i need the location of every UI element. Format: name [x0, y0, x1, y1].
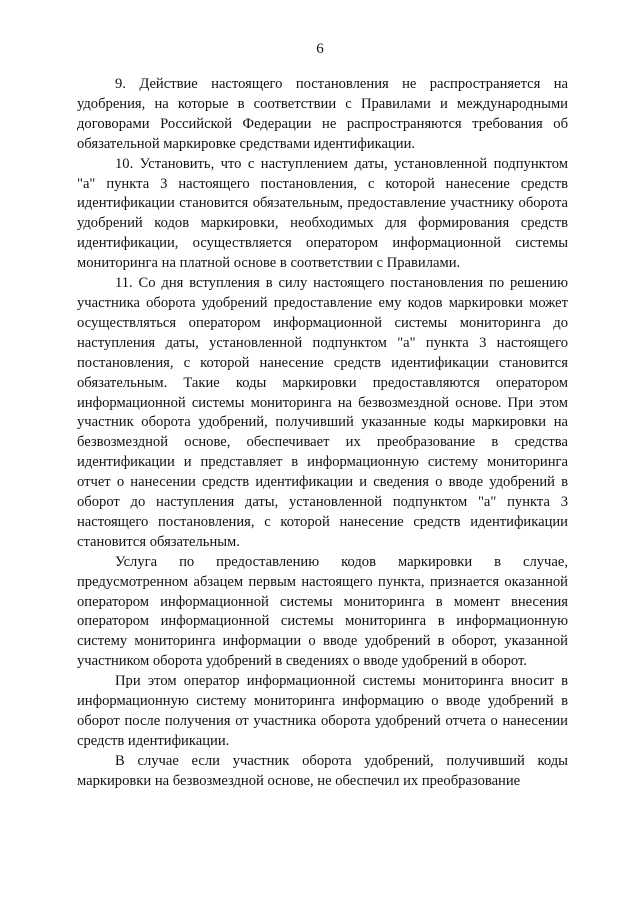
paragraph-11-service: Услуга по предоставлению кодов маркировки в случае, предусмотренном абзацем первым настоящего пункта, признается оказанной оператором информационной системы мониторинга в момент внесения оператором информационной системы мониторинга в информационную систему мониторинга информации о вводе удобрений в оборот, указанной участником оборота удобрений в сведениях о вводе удобрений в оборот. [77, 553, 568, 670]
paragraph-11-case: В случае если участник оборота удобрений, получивший коды маркировки на безвозмездной основе, не обеспечил их преобразование [77, 752, 568, 789]
paragraph-10: 10. Установить, что с наступлением даты, установленной подпунктом "а" пункта 3 настоящего постановления, с которой нанесение средств идентификации становится обязательным, предоставление участнику оборота удобрений кодов маркировки, необходимых для формирования средств идентификации, осуществляется оператором информационной системы мониторинга на платной основе в соответствии с Правилами. [77, 155, 568, 272]
paragraph-11: 11. Со дня вступления в силу настоящего постановления по решению участника оборота удобрений предоставление ему кодов маркировки может осуществляться оператором информационной системы мониторинга до наступления даты, установленной подпунктом "а" пункта 3 настоящего постановления, с которой нанесение средств идентификации становится обязательным. Такие коды маркировки предоставляются оператором информационной системы мониторинга на безвозмездной основе. При этом участник оборота удобрений, получивший указанные коды маркировки на безвозмездной основе, обеспечивает их преобразование в средства идентификации и представляет в информационную систему мониторинга отчет о нанесении средств идентификации и сведения о вводе удобрений в оборот до наступления даты, установленной подпунктом "а" пункта 3 настоящего постановления, с которой нанесение средств идентификации становится обязательным. [77, 275, 568, 550]
document-body [77, 75, 568, 792]
paragraph-9: 9. Действие настоящего постановления не распространяется на удобрения, на которые в соответствии с Правилами и международными договорами Российской Федерации не распространяются требования об обязательной маркировке средствами идентификации. [77, 76, 568, 152]
page-number: 6 [316, 41, 324, 57]
paragraph-11-operator: При этом оператор информационной системы мониторинга вносит в информационную систему мониторинга информацию о вводе удобрений в оборот после получения от участника оборота удобрений отчета о нанесении средств идентификации. [77, 673, 568, 749]
